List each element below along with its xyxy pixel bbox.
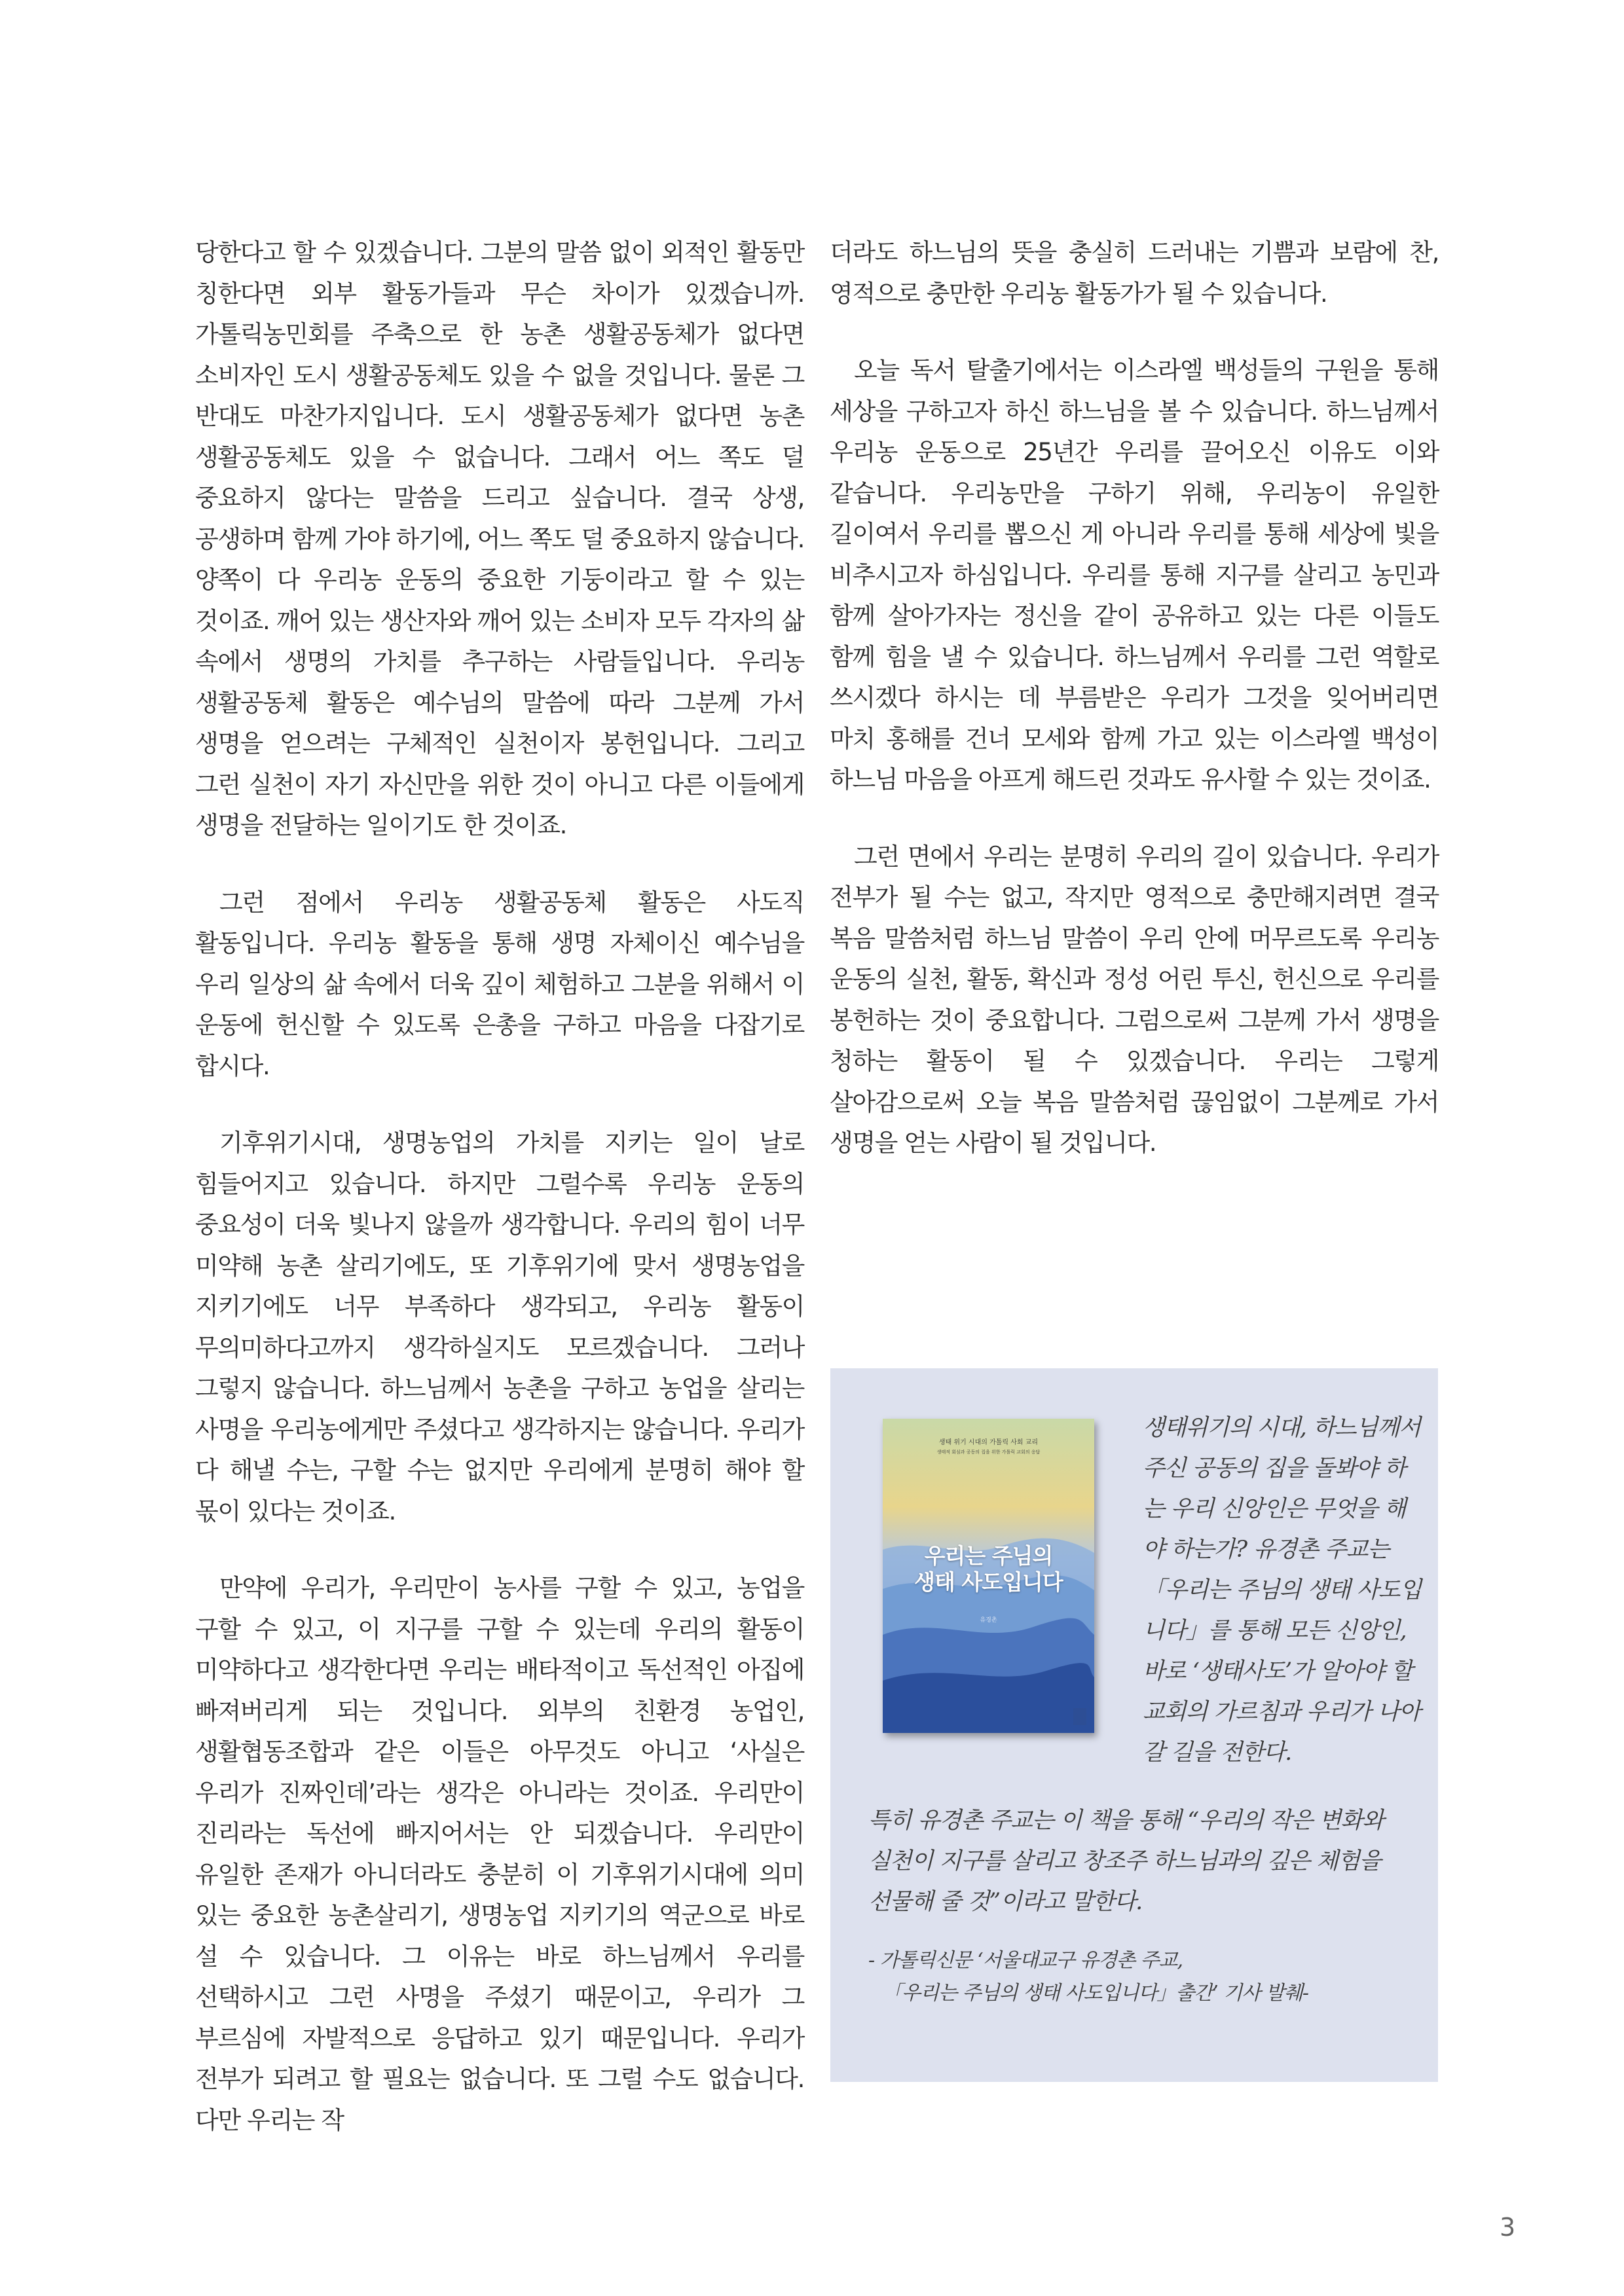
source-line-2: 「우리는 주님의 생태 사도입니다」출간’ 기사 발췌- [883,1982,1308,2005]
book-cover-title: 우리는 주님의 생태 사도입니다 [914,1543,1063,1595]
book-intro-text: 생태위기의 시대, 하느님께서 주신 공동의 집을 돌봐야 하는 우리 신앙인은 무엇을 해야 하는가? 유경촌 주교는 「우리는 주님의 생태 사도입니다」를 통해 모든 신앙인, 바로 ‘생태사도’가 알아야 할 교회의 가르침과 우리가 나아갈 길을 전한다. [1143,1415,1422,1766]
left-paragraph-3: 기후위기시대, 생명농업의 가치를 지키는 일이 날로 힘들어지고 있습니다. 하지만 그럴수록 우리농 운동의 중요성이 더욱 빛나지 않을까 생각합니다. 우리의 힘이 너무 미약해 농촌 살리기에도, 또 기후위기에 맞서 생명농업을 지키기에도 너무 부족하다 생각되고, 우리농 활동이 무의미하다고까지 생각하실지도 모르겠습니다. 그러나 그렇지 않습니다. 하느님께서 농촌을 구하고 농업을 살리는 사명을 우리농에게만 주셨다고 생각하지는 않습니다. 우리가 다 해낼 수는, 구할 수는 없지만 우리에게 분명히 해야 할 몫이 있다는 것이죠. [195,1129,804,1525]
article-source [868,1944,1405,2010]
right-column [830,232,1439,1200]
page-number: 3 [1500,2213,1516,2242]
left-column [195,232,804,2177]
right-paragraph-2: 오늘 독서 탈출기에서는 이스라엘 백성들의 구원을 통해 세상을 구하고자 하신 하느님을 볼 수 있습니다. 하느님께서 우리농 운동으로 25년간 우리를 끌어오신 이유도 이와 같습니다. 우리농만을 구하기 위해, 우리농이 유일한 길이여서 우리를 뽑으신 게 아니라 우리를 통해 세상에 빛을 비추시고자 하심입니다. 우리를 통해 지구를 살리고 농민과 함께 살아가자는 정신을 같이 공유하고 있는 다른 이들도 함께 힘을 낼 수 있습니다. 하느님께서 우리를 그런 역할로 쓰시겠다 하시는 데 부름받은 우리가 그것을 잊어버리면 마치 홍해를 건너 모세와 함께 가고 있는 이스라엘 백성이 하느님 마음을 아프게 해드린 것과도 유사할 수 있는 것이죠. [830,356,1439,793]
book-cover-image [883,1419,1094,1733]
book-sidebar [830,1368,1438,2082]
right-paragraph-3: 그런 면에서 우리는 분명히 우리의 길이 있습니다. 우리가 전부가 될 수는 없고, 작지만 영적으로 충만해지려면 결국 복음 말씀처럼 하느님 말씀이 우리 안에 머무르도록 우리농 운동의 실천, 활동, 확신과 정성 어린 투신, 헌신으로 우리를 봉헌하는 것이 중요합니다. 그럼으로써 그분께 가서 생명을 청하는 활동이 될 수 있겠습니다. 우리는 그렇게 살아감으로써 오늘 복음 말씀처럼 끊임없이 그분께로 가서 생명을 얻는 사람이 될 것입니다. [830,842,1439,1157]
publisher-logo [1073,1708,1086,1725]
source-line-1: - 가톨릭신문 ‘서울대교구 유경촌 주교, [868,1949,1183,1972]
left-paragraph-2: 그런 점에서 우리농 생활공동체 활동은 사도직 활동입니다. 우리농 활동을 통해 생명 자체이신 예수님을 우리 일상의 삶 속에서 더욱 깊이 체험하고 그분을 위해서 이 운동에 헌신할 수 있도록 은총을 구하고 마음을 다잡기로 합시다. [195,888,804,1080]
book-cover-subtitle: 생태 위기 시대의 가톨릭 사회 교리 생태적 회심과 공동의 집을 위한 가톨릭 교회의 응답 [936,1439,1041,1455]
left-paragraph-1: 당한다고 할 수 있겠습니다. 그분의 말씀 없이 외적인 활동만 칭한다면 외부 활동가들과 무슨 차이가 있겠습니까. 가톨릭농민회를 주축으로 한 농촌 생활공동체가 없다면 소비자인 도시 생활공동체도 있을 수 없을 것입니다. 물론 그 반대도 마찬가지입니다. 도시 생활공동체가 없다면 농촌 생활공동체도 있을 수 없습니다. 그래서 어느 쪽도 덜 중요하지 않다는 말씀을 드리고 싶습니다. 결국 상생, 공생하며 함께 가야 하기에, 어느 쪽도 덜 중요하지 않습니다. 양쪽이 다 우리농 운동의 중요한 기둥이라고 할 수 있는 것이죠. 깨어 있는 생산자와 깨어 있는 소비자 모두 각자의 삶 속에서 생명의 가치를 추구하는 사람들입니다. 우리농 생활공동체 활동은 예수님의 말씀에 따라 그분께 가서 생명을 얻으려는 구체적인 실천이자 봉헌입니다. 그리고 그런 실천이 자기 자신만을 위한 것이 아니고 다른 이들에게 생명을 전달하는 일이기도 한 것이죠. [195,238,804,839]
book-cover-author: 유경촌 [980,1617,997,1624]
book-quote: 특히 유경촌 주교는 이 책을 통해 “우리의 작은 변화와 실천이 지구를 살리고 창조주 하느님과의 깊은 체험을 선물해 줄 것”이라고 말한다. [868,1808,1384,1915]
left-paragraph-4: 만약에 우리가, 우리만이 농사를 구할 수 있고, 농업을 구할 수 있고, 이 지구를 구할 수 있는데 우리의 활동이 미약하다고 생각한다면 우리는 배타적이고 독선적인 아집에 빠져버리게 되는 것입니다. 외부의 친환경 농업인, 생활협동조합과 같은 이들은 아무것도 아니고 ‘사실은 우리가 진짜인데’라는 생각은 아니라는 것이죠. 우리만이 진리라는 독선에 빠지어서는 안 되겠습니다. 우리만이 유일한 존재가 아니더라도 충분히 이 기후위기시대에 의미 있는 중요한 농촌살리기, 생명농업 지키기의 역군으로 바로 설 수 있습니다. 그 이유는 바로 하느님께서 우리를 선택하시고 그런 사명을 주셨기 때문이고, 우리가 그 부르심에 자발적으로 응답하고 있기 때문입니다. 우리가 전부가 되려고 할 필요는 없습니다. 또 그럴 수도 없습니다. 다만 우리는 작 [195,1574,804,2134]
right-paragraph-1: 더라도 하느님의 뜻을 충실히 드러내는 기쁨과 보람에 찬, 영적으로 충만한 우리농 활동가가 될 수 있습니다. [830,238,1439,308]
